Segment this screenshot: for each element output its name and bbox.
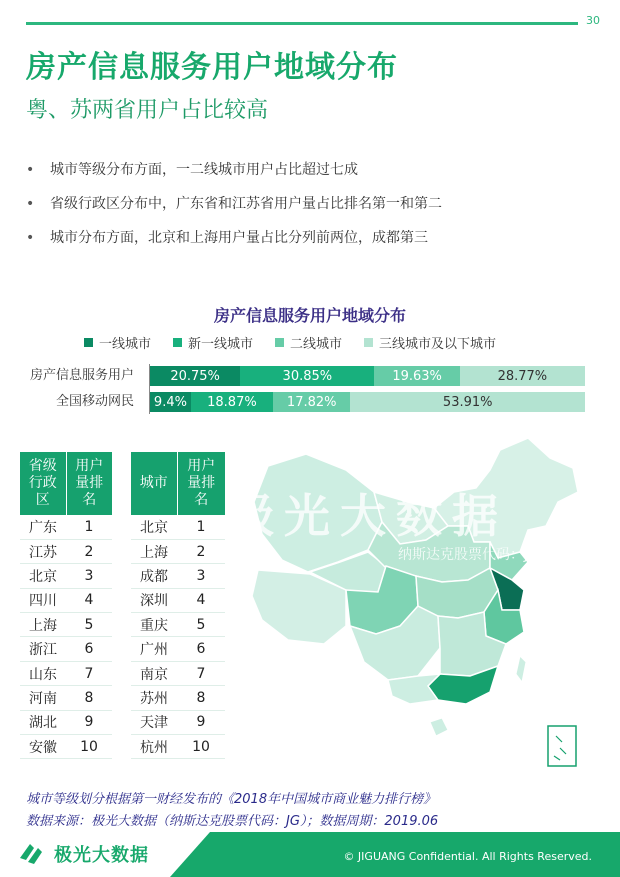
chart-axis-line xyxy=(149,364,150,414)
city-row xyxy=(131,710,225,734)
bullet-icon: • xyxy=(26,230,35,246)
finding-text: 省级行政区分布中，广东省和江苏省用户量占比排名第一和第二 xyxy=(50,196,442,212)
legend-label: 一线城市 xyxy=(99,337,152,352)
city-ranking-table xyxy=(131,452,225,759)
rank-cell: 6 xyxy=(177,637,225,661)
rank-cell: 6 xyxy=(66,637,112,661)
bar-segment: 53.91% xyxy=(350,392,585,412)
province-row xyxy=(20,637,112,661)
legend-swatch xyxy=(364,338,373,347)
brand-watermark: 极光大数据 xyxy=(228,489,508,543)
rank-cell: 8 xyxy=(66,686,112,710)
city-row xyxy=(131,539,225,563)
rank-cell: 4 xyxy=(66,588,112,612)
province-row xyxy=(20,613,112,637)
legend-item xyxy=(275,333,342,352)
watermark-stock-code: 纳斯达克股票代码：JG xyxy=(398,547,539,563)
region-name-cell: 山东 xyxy=(20,661,66,685)
city-row xyxy=(131,686,225,710)
page-subtitle: 粤、苏两省用户占比较高 xyxy=(26,98,269,123)
rank-cell: 4 xyxy=(177,588,225,612)
region-name-cell: 北京 xyxy=(131,515,177,539)
rank-cell: 3 xyxy=(66,564,112,588)
city-row xyxy=(131,515,225,539)
bar-segment: 9.4% xyxy=(150,392,191,412)
finding-text: 城市等级分布方面，一二线城市用户占比超过七成 xyxy=(50,162,358,178)
region-name-cell: 苏州 xyxy=(131,686,177,710)
region-name-cell: 杭州 xyxy=(131,735,177,759)
rank-cell: 1 xyxy=(177,515,225,539)
city-tier-source-note: 城市等级划分根据第一财经发布的《2018年中国城市商业魅力排行榜》 xyxy=(26,792,437,807)
region-name-cell: 河南 xyxy=(20,686,66,710)
region-name-cell: 成都 xyxy=(131,564,177,588)
rank-cell: 5 xyxy=(66,613,112,637)
rank-cell: 5 xyxy=(177,613,225,637)
region-name-cell: 浙江 xyxy=(20,637,66,661)
rank-cell: 10 xyxy=(66,735,112,759)
city-row xyxy=(131,588,225,612)
bar-category-label: 全国移动网民 xyxy=(55,394,134,409)
region-name-cell: 四川 xyxy=(20,588,66,612)
rank-cell: 7 xyxy=(66,661,112,685)
region-name-cell: 重庆 xyxy=(131,613,177,637)
region-name-cell: 上海 xyxy=(131,539,177,563)
region-name-cell: 广东 xyxy=(20,515,66,539)
bar-segment: 30.85% xyxy=(240,366,374,386)
city-row xyxy=(131,661,225,685)
page-title: 房产信息服务用户地域分布 xyxy=(26,50,398,85)
page-number: 30 xyxy=(586,14,600,27)
province-row xyxy=(20,564,112,588)
province-ranking-table xyxy=(20,452,112,759)
bar-category-label: 房产信息服务用户 xyxy=(29,368,134,383)
bar-row-housing-users xyxy=(0,366,620,386)
bar-segment: 18.87% xyxy=(191,392,273,412)
legend-label: 新一线城市 xyxy=(188,337,254,352)
province-row xyxy=(20,661,112,685)
header-rule xyxy=(26,22,578,25)
province-row xyxy=(20,686,112,710)
legend-swatch xyxy=(173,338,182,347)
legend-swatch xyxy=(275,338,284,347)
region-name-cell: 北京 xyxy=(20,564,66,588)
region-name-cell: 深圳 xyxy=(131,588,177,612)
province-row xyxy=(20,515,112,539)
stacked-bar xyxy=(150,392,585,412)
bar-row-mobile-netizens xyxy=(0,392,620,412)
bar-segment: 28.77% xyxy=(460,366,585,386)
stacked-bar xyxy=(150,366,585,386)
legend-item xyxy=(364,333,496,352)
rank-cell: 2 xyxy=(66,539,112,563)
key-findings-list xyxy=(26,160,596,262)
finding-item xyxy=(26,160,596,194)
finding-item xyxy=(26,228,596,262)
city-row xyxy=(131,735,225,759)
rank-cell: 10 xyxy=(177,735,225,759)
city-row xyxy=(131,613,225,637)
rank-cell: 2 xyxy=(177,539,225,563)
column-header: 用户 量排 名 xyxy=(66,452,112,515)
city-row xyxy=(131,564,225,588)
region-name-cell: 南京 xyxy=(131,661,177,685)
legend-label: 二线城市 xyxy=(290,337,343,352)
map-region-hainan xyxy=(430,718,448,736)
rank-cell: 9 xyxy=(177,710,225,734)
jiguang-logo-icon xyxy=(16,838,46,868)
map-region-taiwan xyxy=(516,656,526,682)
region-name-cell: 江苏 xyxy=(20,539,66,563)
region-name-cell: 湖北 xyxy=(20,710,66,734)
region-name-cell: 广州 xyxy=(131,637,177,661)
rank-cell: 1 xyxy=(66,515,112,539)
legend-item xyxy=(84,333,151,352)
inset-islands xyxy=(554,736,566,760)
column-header: 城市 xyxy=(131,452,177,515)
bullet-icon: • xyxy=(26,162,35,178)
bar-segment: 19.63% xyxy=(374,366,459,386)
column-header: 用户 量排 名 xyxy=(177,452,225,515)
bar-segment: 17.82% xyxy=(273,392,351,412)
region-name-cell: 天津 xyxy=(131,710,177,734)
rank-cell: 9 xyxy=(66,710,112,734)
bar-segment: 20.75% xyxy=(150,366,240,386)
data-source-note: 数据来源：极光大数据（纳斯达克股票代码：JG）；数据周期：2019.06 xyxy=(26,814,439,829)
city-row xyxy=(131,637,225,661)
province-row xyxy=(20,539,112,563)
legend-item xyxy=(173,333,253,352)
footer-logo-text: 极光大数据 xyxy=(54,845,149,866)
legend-swatch xyxy=(84,338,93,347)
province-row xyxy=(20,588,112,612)
rank-cell: 3 xyxy=(177,564,225,588)
finding-text: 城市分布方面，北京和上海用户量占比分列前两位，成都第三 xyxy=(50,230,428,246)
column-header: 省级 行政 区 xyxy=(20,452,66,515)
legend-label: 三线城市及以下城市 xyxy=(379,337,497,352)
rank-cell: 7 xyxy=(177,661,225,685)
chart-title: 房产信息服务用户地域分布 xyxy=(213,306,406,325)
south-china-sea-inset xyxy=(548,726,576,766)
region-name-cell: 安徽 xyxy=(20,735,66,759)
rank-cell: 8 xyxy=(177,686,225,710)
province-row xyxy=(20,735,112,759)
bullet-icon: • xyxy=(26,196,35,212)
finding-item xyxy=(26,194,596,228)
copyright-text: © JIGUANG Confidential. All Rights Reserved. xyxy=(343,850,592,863)
province-row xyxy=(20,710,112,734)
chart-legend xyxy=(84,333,496,352)
region-name-cell: 上海 xyxy=(20,613,66,637)
